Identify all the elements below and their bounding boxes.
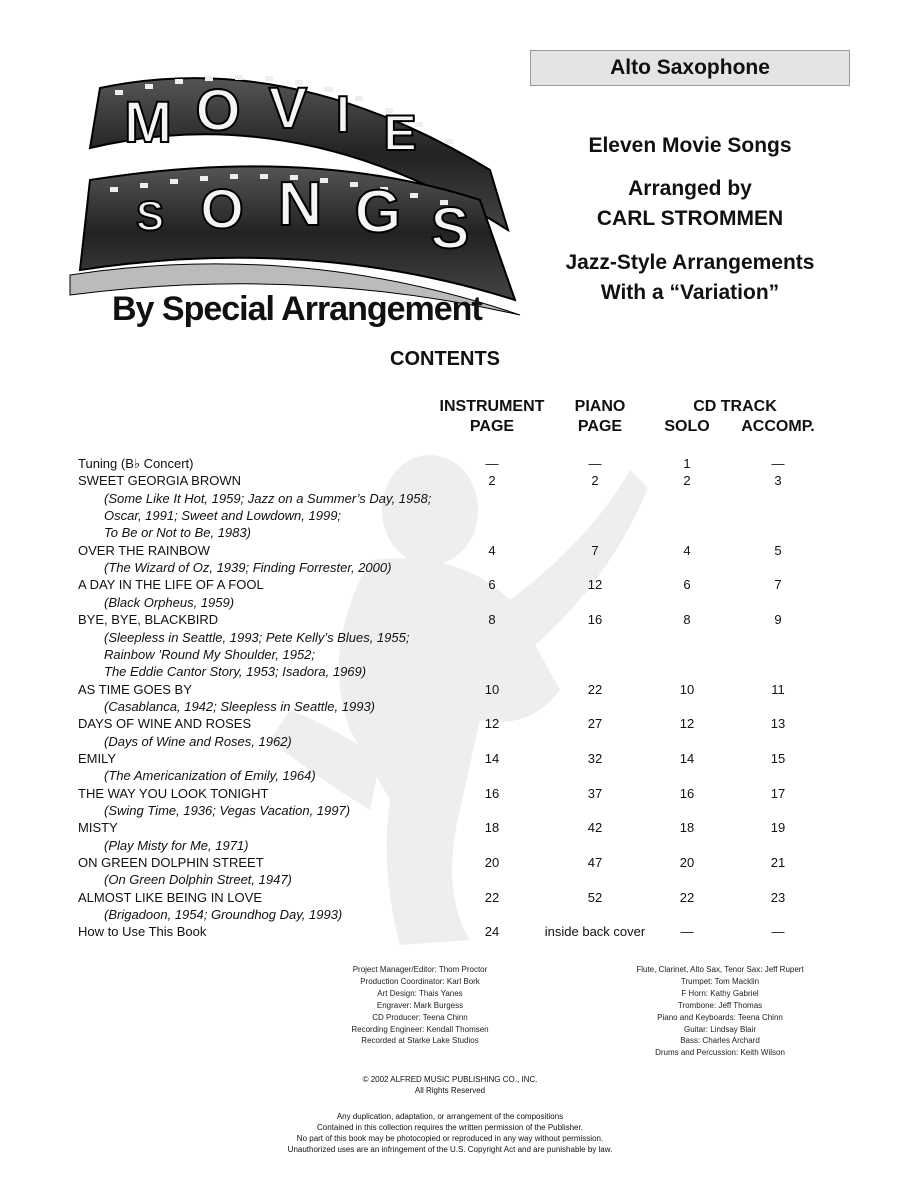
cd-solo-track: 14 [679, 750, 695, 766]
logo-letter: O [195, 78, 241, 143]
song-title: ON GREEN DOLPHIN STREET [78, 855, 264, 871]
film-credits: (Sleepless in Seattle, 1993; Pete Kelly’s Blues, 1955; [104, 629, 410, 645]
song-title: BYE, BYE, BLACKBIRD [78, 612, 219, 628]
cd-solo-track: 18 [679, 820, 695, 836]
film-credits: (Days of Wine and Roses, 1962) [104, 733, 292, 749]
logo-letter: G [354, 178, 402, 245]
credit-line: Flute, Clarinet, Alto Sax, Tenor Sax: Jeff Rupert [636, 965, 804, 974]
song-title: AS TIME GOES BY [78, 681, 192, 697]
instrument-page: 12 [484, 716, 500, 732]
cd-solo-track: 6 [683, 577, 691, 593]
film-credits: (Black Orpheus, 1959) [104, 594, 235, 610]
cd-solo-track: 16 [679, 785, 695, 801]
logo-tagline: By Special Arrangement [112, 290, 482, 328]
piano-page: 27 [587, 716, 603, 732]
credit-line: CD Producer: Teena Chinn [372, 1012, 468, 1022]
film-credits: (On Green Dolphin Street, 1947) [104, 872, 292, 888]
credit-line: Art Design: Thais Yanes [377, 988, 463, 998]
cd-solo-track: 20 [679, 855, 695, 871]
instrument-page: 10 [484, 681, 500, 697]
cd-accomp-track: — [771, 924, 785, 940]
column-header-line: PIANO [574, 398, 626, 415]
column-header-line: PAGE [469, 418, 515, 435]
cd-solo-track: 22 [679, 889, 695, 905]
cd-solo-track: 2 [683, 473, 691, 489]
legal-notice [0, 1111, 900, 1155]
logo-letter: O [200, 177, 244, 240]
piano-page: 47 [587, 855, 603, 871]
cd-solo-track: 10 [679, 681, 695, 697]
cd-accomp-track: 3 [774, 473, 782, 489]
piano-page: inside back cover [544, 924, 646, 940]
song-title: MISTY [78, 820, 118, 836]
logo-letter: V [268, 76, 308, 141]
cd-accomp-track: 21 [770, 855, 786, 871]
column-header-line: INSTRUMENT [439, 398, 545, 415]
instrument-page: 22 [484, 889, 500, 905]
film-credits: (Casablanca, 1942; Sleepless in Seattle, 1993) [104, 698, 376, 714]
film-credits: The Eddie Cantor Story, 1953; Isadora, 1969) [104, 664, 367, 680]
instrument-label: Alto Saxophone [530, 50, 850, 86]
song-title: A DAY IN THE LIFE OF A FOOL [78, 577, 264, 593]
song-title: ALMOST LIKE BEING IN LOVE [78, 889, 262, 905]
cd-accomp-track: 15 [770, 750, 786, 766]
credit-line: Trumpet: Tom Macklin [680, 976, 760, 986]
cd-solo-track: — [680, 924, 694, 940]
logo-letter: E [383, 105, 417, 161]
credit-line: Engraver: Mark Burgess [376, 1000, 464, 1010]
credit-line: Trombone: Jeff Thomas [677, 1000, 763, 1010]
piano-page: 22 [587, 681, 603, 697]
style-line-1: Jazz-Style Arrangements [565, 251, 815, 274]
instrument-page: 24 [484, 924, 500, 940]
film-credits: (Some Like It Hot, 1959; Jazz on a Summer’s Day, 1958; [104, 490, 432, 506]
song-title: THE WAY YOU LOOK TONIGHT [78, 785, 269, 801]
arranged-by: Arranged by [628, 177, 752, 200]
cd-solo-track: 12 [679, 716, 695, 732]
instrument-page: 6 [488, 577, 496, 593]
song-title: How to Use This Book [78, 924, 207, 940]
column-header-accomp: ACCOMP. [741, 418, 815, 435]
logo-letter: M [123, 90, 173, 155]
subtitle: Eleven Movie Songs [588, 134, 792, 157]
cd-accomp-track: 19 [770, 820, 786, 836]
cd-solo-track: 4 [683, 542, 691, 558]
cd-accomp-track: 9 [774, 612, 782, 628]
legal-line: Any duplication, adaptation, or arrangement of the compositions [336, 1112, 564, 1121]
instrument-page: 4 [488, 542, 496, 558]
instrument-page: 20 [484, 855, 500, 871]
piano-page: 12 [587, 577, 603, 593]
credit-line: F Horn: Kathy Gabriel [681, 988, 759, 998]
piano-page: — [588, 456, 602, 471]
piano-page: 2 [591, 473, 599, 489]
copyright-notice [0, 1074, 900, 1096]
credit-line: Recorded at Starke Lake Studios [361, 1036, 479, 1046]
film-credits: (Play Misty for Me, 1971) [104, 837, 249, 853]
cd-accomp-track: 7 [774, 577, 782, 593]
arranger-name: CARL STROMMEN [596, 207, 784, 230]
cd-solo-track: 8 [683, 612, 691, 628]
instrument-page: 8 [488, 612, 496, 628]
film-credits: (Brigadoon, 1954; Groundhog Day, 1993) [104, 907, 343, 923]
credit-line: Project Manager/Editor: Thom Proctor [352, 965, 488, 974]
style-line-2: With a “Variation” [600, 281, 780, 304]
credit-line: Guitar: Lindsay Blair [683, 1024, 757, 1034]
credit-line: Drums and Percussion: Keith Wilson [655, 1048, 785, 1058]
song-title: OVER THE RAINBOW [78, 542, 210, 558]
credit-line: Piano and Keyboards: Teena Chinn [657, 1012, 783, 1022]
instrument-page: — [485, 456, 499, 471]
cd-solo-track: 1 [683, 456, 691, 471]
legal-line: No part of this book may be photocopied or reproduced in any way without permission. [296, 1134, 604, 1143]
song-title: Tuning (B♭ Concert) [78, 456, 194, 471]
piano-page: 32 [587, 750, 603, 766]
cd-accomp-track: 17 [770, 785, 786, 801]
credits-musicians [600, 964, 840, 1059]
logo-letter: N [277, 170, 323, 239]
legal-line: Unauthorized uses are an infringement of the U.S. Copyright Act and are punishable by law. [287, 1145, 613, 1154]
piano-page: 52 [587, 889, 603, 905]
film-credits: To Be or Not to Be, 1983) [104, 525, 251, 541]
legal-line: Contained in this collection requires the written permission of the Publisher. [317, 1123, 583, 1132]
instrument-page: 2 [488, 473, 496, 489]
cd-accomp-track: 11 [771, 681, 785, 697]
column-header-line: PAGE [577, 418, 623, 435]
logo-letter: I [335, 86, 351, 144]
credits-production [300, 964, 540, 1047]
piano-page: 37 [587, 785, 603, 801]
piano-page: 7 [591, 542, 599, 558]
credit-line: Recording Engineer: Kendall Thomsen [351, 1024, 489, 1034]
film-credits: (The Americanization of Emily, 1964) [104, 768, 316, 784]
film-credits: Rainbow ’Round My Shoulder, 1952; [104, 646, 316, 662]
copyright-line: © 2002 ALFRED MUSIC PUBLISHING CO., INC. [362, 1075, 538, 1084]
logo-letter: S [135, 192, 165, 239]
cd-accomp-track: 13 [770, 716, 786, 732]
credit-line: Bass: Charles Archard [680, 1036, 760, 1046]
piano-page: 16 [587, 612, 603, 628]
cd-accomp-track: 23 [770, 889, 786, 905]
contents-heading: CONTENTS [390, 348, 500, 370]
logo-letter: S [430, 196, 470, 261]
copyright-line: All Rights Reserved [414, 1086, 486, 1095]
column-header-solo: SOLO [664, 418, 710, 435]
piano-page: 42 [587, 820, 603, 836]
film-credits: (Swing Time, 1936; Vegas Vacation, 1997) [104, 803, 351, 818]
film-credits: (The Wizard of Oz, 1939; Finding Forrester, 2000) [104, 560, 392, 576]
credit-line: Production Coordinator: Karl Bork [360, 976, 480, 986]
cd-accomp-track: 5 [774, 542, 782, 558]
song-title: EMILY [78, 750, 117, 766]
instrument-page: 18 [484, 820, 500, 836]
song-title: DAYS OF WINE AND ROSES [78, 716, 252, 732]
cd-accomp-track: — [771, 456, 785, 471]
column-header-cd-track: CD TRACK [693, 398, 777, 415]
instrument-page: 14 [484, 750, 500, 766]
song-title: SWEET GEORGIA BROWN [78, 473, 242, 489]
instrument-page: 16 [484, 785, 500, 801]
film-credits: Oscar, 1991; Sweet and Lowdown, 1999; [104, 508, 342, 524]
